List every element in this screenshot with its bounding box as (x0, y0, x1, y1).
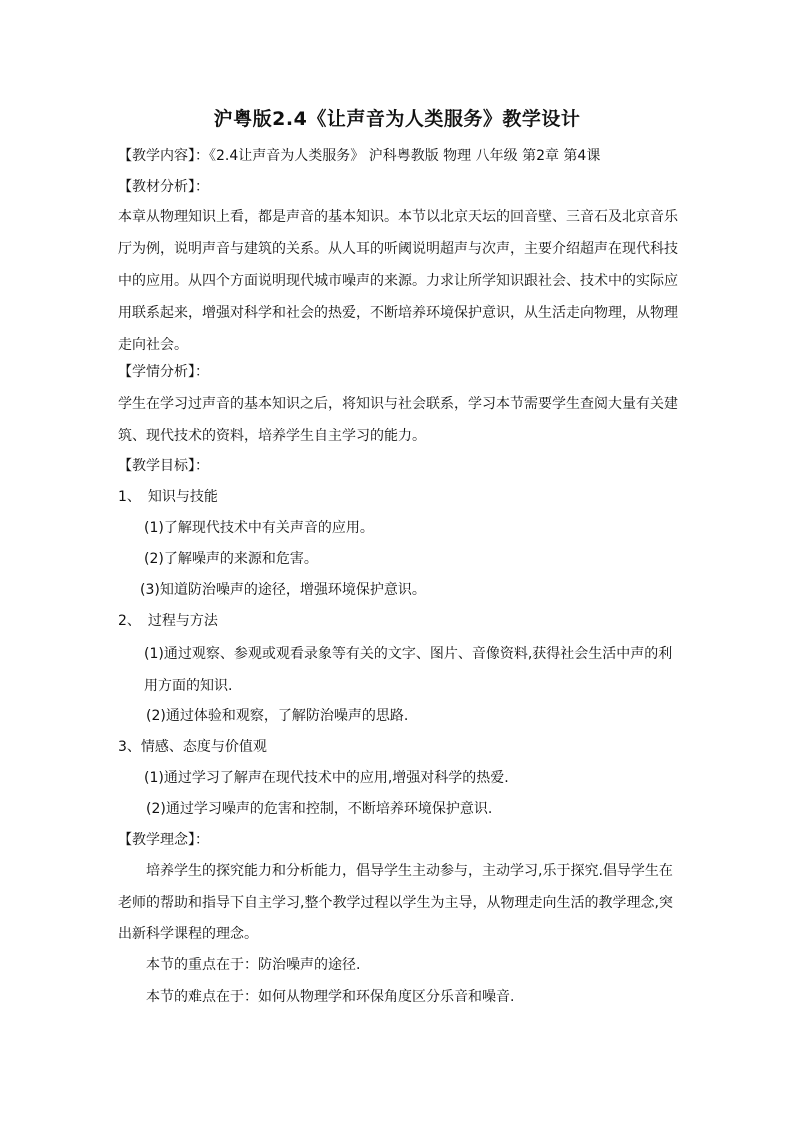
philosophy-heading: 【教学理念】： (118, 832, 209, 848)
learner-line: 筑、现代技术的资料，培养学生自主学习的能力。 (118, 428, 426, 444)
goal-item: (2)通过体验和观察，了解防治噪声的思路. (146, 708, 409, 724)
philosophy-line: 培养学生的探究能力和分析能力，倡导学生主动参与，主动学习,乐于探究.倡导学生在 (146, 863, 673, 879)
goal-emotion-values: 3、情感、态度与价值观 (118, 739, 267, 755)
learner-line: 学生在学习过声音的基本知识之后，将知识与社会联系，学习本节需要学生查阅大量有关建 (118, 396, 678, 412)
philosophy-line: 老师的帮助和指导下自主学习,整个教学过程以学生为主导，从物理走向生活的教学理念,突 (118, 895, 673, 911)
key-point: 本节的重点在于：防治噪声的途径. (146, 957, 361, 973)
learner-heading: 【学情分析】： (118, 364, 209, 380)
goal-process-methods: 2、 过程与方法 (118, 613, 218, 629)
difficult-point: 本节的难点在于：如何从物理学和环保角度区分乐音和噪音. (146, 989, 515, 1005)
goal-item: (2)通过学习噪声的危害和控制，不断培养环境保护意识. (146, 801, 493, 817)
goal-item-continuation: 用方面的知识. (144, 678, 233, 694)
analysis-heading: 【教材分析】： (118, 179, 209, 195)
analysis-line: 用联系起来，增强对科学和社会的热爱，不断培养环境保护意识，从生活走向物理，从物理 (118, 305, 678, 321)
teaching-content-line: 【教学内容】：《2.4让声音为人类服务》 沪科粤教版 物理 八年级 第2章 第4课 (118, 148, 601, 164)
analysis-line: 中的应用。从四个方面说明现代城市噪声的来源。力求让所学知识跟社会、技术中的实际应 (118, 273, 678, 289)
philosophy-line: 出新科学课程的理念。 (118, 926, 258, 942)
document-title: 沪粤版2.4《让声音为人类服务》教学设计 (213, 108, 581, 130)
analysis-line: 厅为例，说明声音与建筑的关系。从人耳的听阈说明超声与次声，主要介绍超声在现代科技 (118, 241, 678, 257)
goal-item: (1)通过观察、参观或观看录象等有关的文字、图片、音像资料,获得社会生活中声的利 (144, 646, 673, 662)
goal-item: (1)了解现代技术中有关声音的应用。 (144, 520, 374, 536)
learner-paragraph (118, 388, 678, 452)
analysis-paragraph (118, 201, 678, 361)
analysis-line: 本章从物理知识上看，都是声音的基本知识。本节以北京天坛的回音壁、三音石及北京音乐 (118, 209, 678, 225)
goal-item: (1)通过学习了解声在现代技术中的应用,增强对科学的热爱. (144, 770, 509, 786)
goal-item: (3)知道防治噪声的途径，增强环境保护意识。 (140, 582, 426, 598)
analysis-line: 走向社会。 (118, 337, 188, 353)
goal-item: (2)了解噪声的来源和危害。 (144, 551, 318, 567)
goals-heading: 【教学目标】： (118, 458, 209, 474)
goal-knowledge-skills: 1、 知识与技能 (118, 489, 218, 505)
